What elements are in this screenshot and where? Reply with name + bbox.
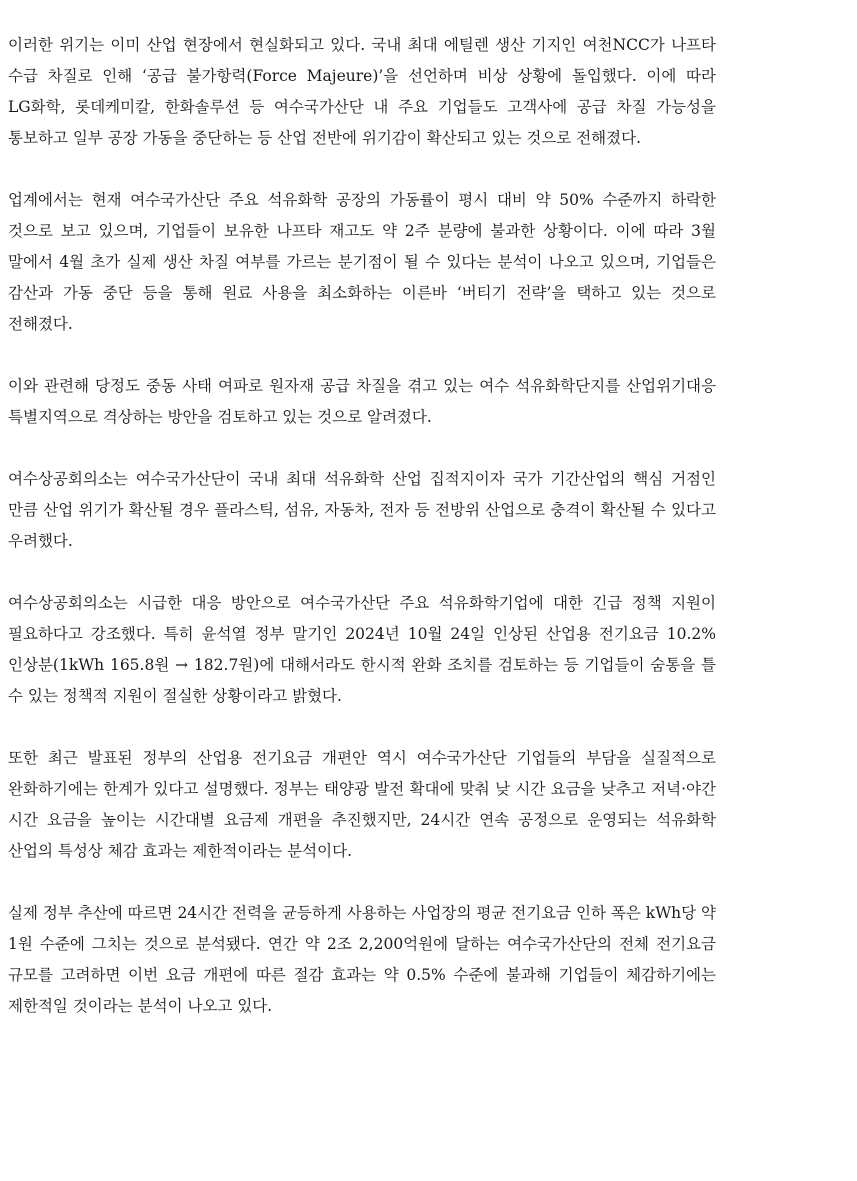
article-body xyxy=(8,30,716,1022)
article-paragraph-4: 여수상공회의소는 여수국가산단이 국내 최대 석유화학 산업 집적지이자 국가 기간산업의 핵심 거점인 만큼 산업 위기가 확산될 경우 플라스틱, 섬유, 자동차, 전자 등 전방위 산업으로 충격이 확산될 수 있다고 우려했다. xyxy=(8,470,716,550)
article-paragraph-7: 실제 정부 추산에 따르면 24시간 전력을 균등하게 사용하는 사업장의 평균 전기요금 인하 폭은 kWh당 약 1원 수준에 그치는 것으로 분석됐다. 연간 약 2조 2,200억원에 달하는 여수국가산단의 전체 전기요금 규모를 고려하면 이번 요금 개편에 따른 절감 효과는 약 0.5% 수준에 불과해 기업들이 체감하기에는 제한적일 것이라는 분석이 나오고 있다. xyxy=(8,904,716,1015)
article-paragraph-6: 또한 최근 발표된 정부의 산업용 전기요금 개편안 역시 여수국가산단 기업들의 부담을 실질적으로 완화하기에는 한계가 있다고 설명했다. 정부는 태양광 발전 확대에 맞춰 낮 시간 요금을 낮추고 저녁·야간 시간 요금을 높이는 시간대별 요금제 개편을 추진했지만, 24시간 연속 공정으로 운영되는 석유화학 산업의 특성상 체감 효과는 제한적이라는 분석이다. xyxy=(8,749,716,860)
article-paragraph-1: 이러한 위기는 이미 산업 현장에서 현실화되고 있다. 국내 최대 에틸렌 생산 기지인 여천NCC가 나프타 수급 차질로 인해 ‘공급 불가항력(Force Majeure)’을 선언하며 비상 상황에 돌입했다. 이에 따라 LG화학, 롯데케미칼, 한화솔루션 등 여수국가산단 내 주요 기업들도 고객사에 공급 차질 가능성을 통보하고 일부 공장 가동을 중단하는 등 산업 전반에 위기감이 확산되고 있는 것으로 전해졌다. xyxy=(8,36,716,147)
article-paragraph-3: 이와 관련해 당정도 중동 사태 여파로 원자재 공급 차질을 겪고 있는 여수 석유화학단지를 산업위기대응 특별지역으로 격상하는 방안을 검토하고 있는 것으로 알려졌다. xyxy=(8,377,716,426)
article-paragraph-2: 업계에서는 현재 여수국가산단 주요 석유화학 공장의 가동률이 평시 대비 약 50% 수준까지 하락한 것으로 보고 있으며, 기업들이 보유한 나프타 재고도 약 2주 분량에 불과한 상황이다. 이에 따라 3월 말에서 4월 초가 실제 생산 차질 여부를 가르는 분기점이 될 수 있다는 분석이 나오고 있으며, 기업들은 감산과 가동 중단 등을 통해 원료 사용을 최소화하는 이른바 ‘버티기 전략’을 택하고 있는 것으로 전해졌다. xyxy=(8,191,716,333)
article-paragraph-5: 여수상공회의소는 시급한 대응 방안으로 여수국가산단 주요 석유화학기업에 대한 긴급 정책 지원이 필요하다고 강조했다. 특히 윤석열 정부 말기인 2024년 10월 24일 인상된 산업용 전기요금 10.2% 인상분(1kWh 165.8원 → 182.7원)에 대해서라도 한시적 완화 조치를 검토하는 등 기업들이 숨통을 틀 수 있는 정책적 지원이 절실한 상황이라고 밝혔다. xyxy=(8,594,716,705)
